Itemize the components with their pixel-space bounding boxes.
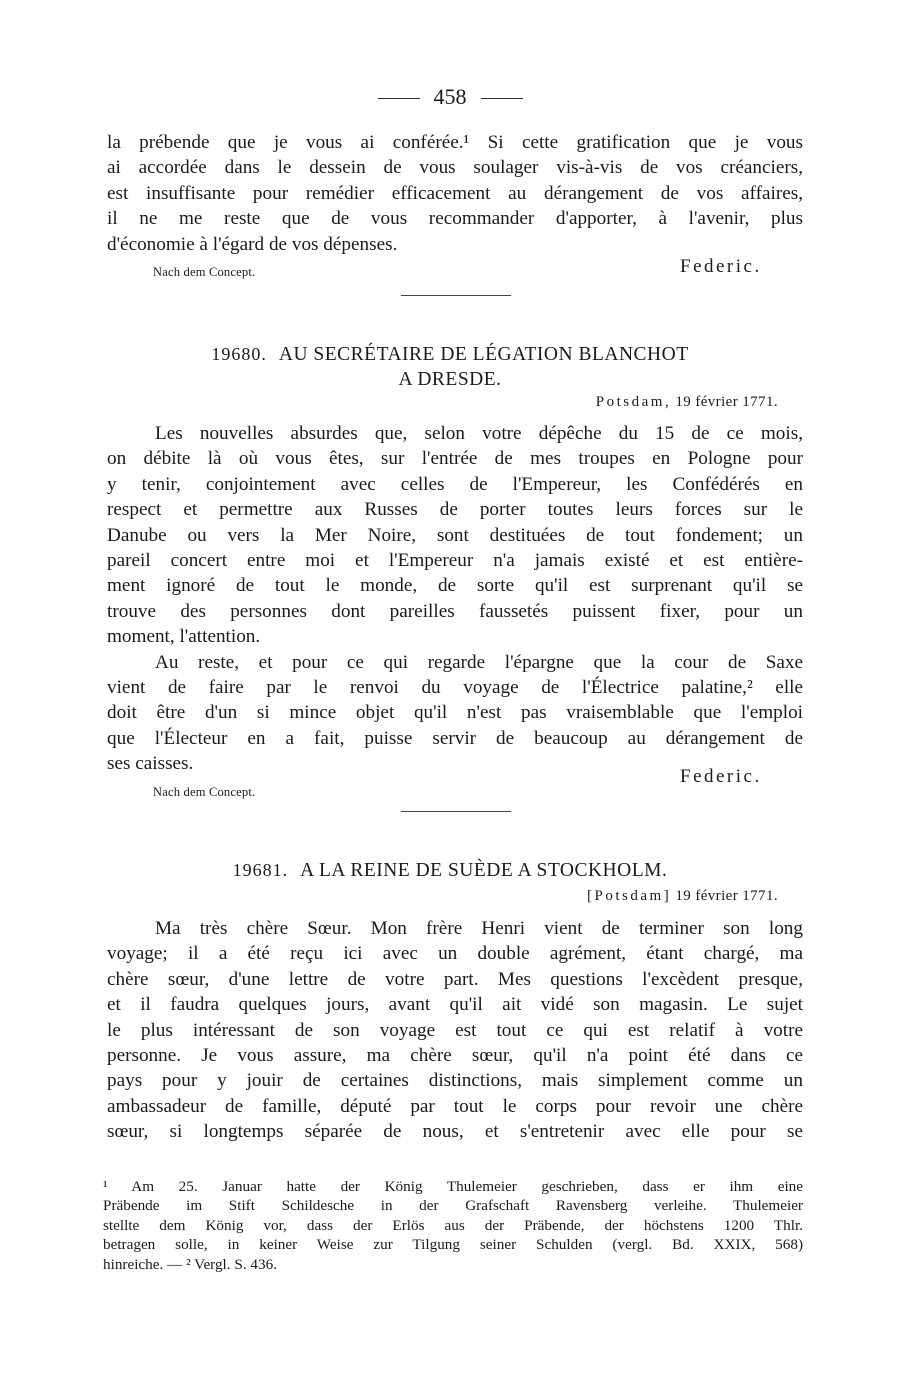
text-line: il ne me reste que de vous recommander d'apporter, à l'avenir, plus <box>107 208 803 230</box>
footnote-line: ¹ Am 25. Januar hatte der König Thulemeier geschrieben, dass er ihm eine <box>103 1178 803 1195</box>
page-number-dash-right <box>481 98 523 99</box>
text-line: moment, l'attention. <box>107 626 261 648</box>
signature: Federic. <box>680 256 762 277</box>
text-line: ai accordée dans le dessein de vous soulager vis-à-vis de vos créanciers, <box>107 157 803 179</box>
page-number <box>0 84 900 110</box>
text-line: personne. Je vous assure, ma chère sœur, qu'il n'a point été dans ce <box>107 1045 803 1067</box>
text-line: la prébende que je vous ai conférée.¹ Si cette gratification que je vous <box>107 132 803 153</box>
section-divider <box>401 295 511 296</box>
source-note: Nach dem Concept. <box>153 265 256 279</box>
text-line: pareil concert entre moi et l'Empereur n'a jamais existé et est entière- <box>107 550 803 572</box>
text-line: vient de faire par le renvoi du voyage de l'Électrice palatine,² elle <box>107 677 803 699</box>
dateline-place: [Potsdam] <box>587 888 672 904</box>
text-line: y tenir, conjointement avec celles de l'Empereur, les Confédérés en <box>107 473 803 495</box>
letter-heading-line2: A DRESDE. <box>398 369 502 390</box>
text-line: d'économie à l'égard de vos dépenses. <box>107 233 398 255</box>
letter-number: 19681. <box>232 860 289 880</box>
source-note: Nach dem Concept. <box>153 785 256 799</box>
footnote-line: stellte dem König vor, dass der Erlös aus der Präbende, der höchstens 1200 Thlr. <box>103 1216 803 1234</box>
footnote-line: betragen solle, in keiner Weise zur Tilgung seiner Schulden (vergl. Bd. XXIX, 568) <box>103 1236 803 1254</box>
text-line: et il faudra quelques jours, avant qu'il ait vidé son magasin. Le sujet <box>107 994 803 1016</box>
dateline-place: Potsdam, <box>595 394 672 410</box>
letter-number: 19680. <box>211 344 267 364</box>
text-line: on débite là où vous êtes, sur l'entrée de mes troupes en Pologne pour <box>107 448 803 470</box>
page-number-dash-left <box>378 98 420 99</box>
letter-title: A LA REINE DE SUÈDE A STOCKHOLM. <box>300 860 668 881</box>
letter-paragraph <box>107 421 803 777</box>
text-line: est insuffisante pour remédier efficacement au dérangement de vos affaires, <box>107 182 803 204</box>
text-line: Danube ou vers la Mer Noire, sont destituées de tout fondement; un <box>107 524 803 546</box>
dateline <box>596 394 778 411</box>
footnote-line: hinreiche. — ² Vergl. S. 436. <box>103 1255 277 1273</box>
dateline-date: 19 février 1771. <box>675 394 778 410</box>
text-line: chère sœur, d'une lettre de votre part. Mes questions l'excèdent presque, <box>107 968 803 990</box>
text-line: sœur, si longtemps séparée de nous, et s'entretenir avec elle pour se <box>107 1121 803 1143</box>
text-line: que l'Électeur en a fait, puisse servir de beaucoup au dérangement de <box>107 727 803 749</box>
text-line: doit être d'un si mince objet qu'il n'est pas vraisemblable que l'emploi <box>107 702 803 724</box>
text-line: ambassadeur de famille, député par tout le corps pour revoir une chère <box>107 1095 803 1117</box>
letter-heading <box>0 341 900 368</box>
text-line: Les nouvelles absurdes que, selon votre dépêche du 15 de ce mois, <box>155 423 803 444</box>
text-line: pays pour y jouir de certaines distinctions, mais simplement comme un <box>107 1070 803 1092</box>
text-line: ses caisses. <box>107 753 194 775</box>
dateline-date: 19 février 1771. <box>675 888 778 904</box>
page-number-text: 458 <box>433 84 467 109</box>
text-line: trouve des personnes dont pareilles faussetés puissent fixer, pour un <box>107 600 803 622</box>
footnotes <box>103 1177 803 1274</box>
footnote-line: Präbende im Stift Schildesche in der Grafschaft Ravensberg verleihe. Thulemeier <box>103 1197 803 1215</box>
section-divider <box>401 811 511 812</box>
text-line: respect et permettre aux Russes de porter toutes leurs forces sur le <box>107 499 803 521</box>
text-line: le plus intéressant de son voyage est tout ce qui est relatif à votre <box>107 1019 803 1041</box>
text-line: Au reste, et pour ce qui regarde l'épargne que la cour de Saxe <box>155 651 803 673</box>
text-line: voyage; il a été reçu ici avec un double agrément, étant chargé, ma <box>107 943 803 965</box>
letter-end-paragraph <box>107 130 803 257</box>
text-line: ment ignoré de tout le monde, de sorte qu'il est surprenant qu'il se <box>107 575 803 597</box>
letter-paragraph <box>107 916 803 1145</box>
text-line: Ma très chère Sœur. Mon frère Henri vient de terminer son long <box>155 918 803 939</box>
signature: Federic. <box>680 766 762 787</box>
letter-heading <box>0 857 900 884</box>
letter-title-line1: AU SECRÉTAIRE DE LÉGATION BLANCHOT <box>278 344 689 365</box>
dateline <box>587 888 778 905</box>
